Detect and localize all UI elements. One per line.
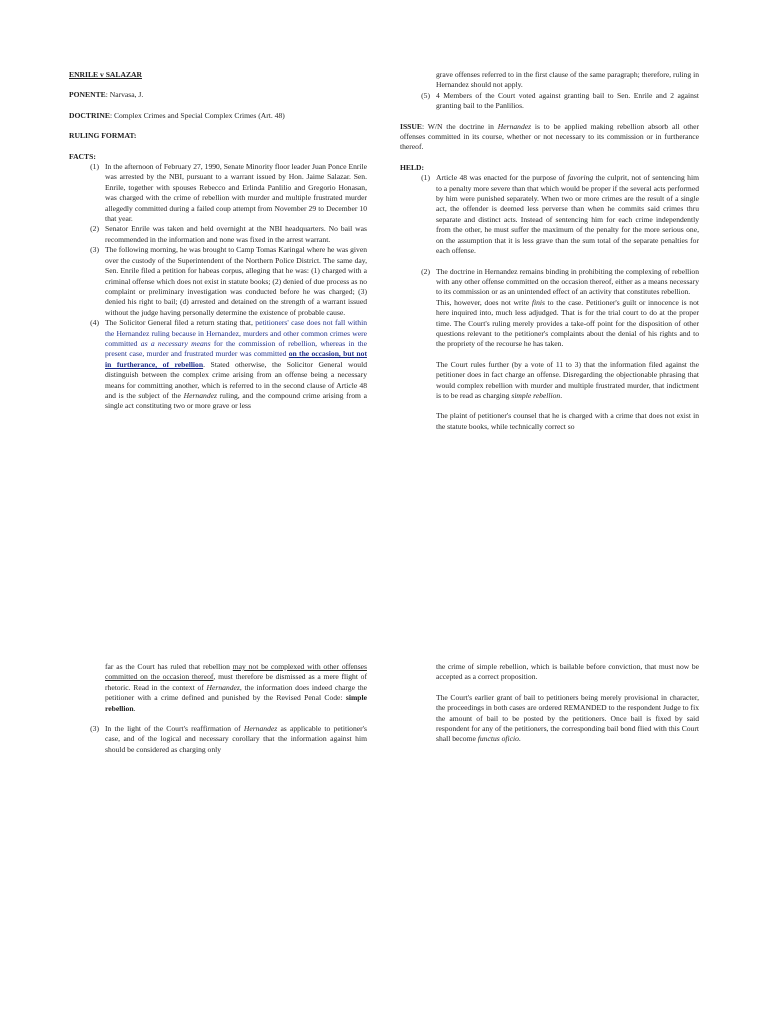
held-item-3 (69, 724, 367, 755)
fact-number: (4) (90, 318, 99, 328)
continuation-text (436, 662, 699, 745)
fact-text: 4 Members of the Court voted against granting bail to Sen. Enrile and 2 against granting bail to the Panlilios. (436, 90, 699, 111)
ruling-format-label: RULING FORMAT: (69, 131, 137, 141)
fact-number: (1) (90, 162, 99, 172)
held2-p3-part-c: . (560, 390, 563, 400)
fact-text: Senator Enrile was taken and held overnight at the NBI headquarters. No bail was recommended in the information and none was fixed in the arrest warrant. (105, 224, 367, 244)
held1-part-c: the culprit, not of sentencing him to a penalty more severe than that which would be proper if the several acts performed by him were punished separately. When two or more crimes are the result of a single act, the offender is deemed less perverse than when he commits said crimes thru separate and distinct acts. Instead of sentencing him for each crime independently from the other, he must suffer the maximum of the penalty for the more serious one, on the assumption that it is less grave than the sum total of the separate penalties for each offense. (436, 173, 699, 256)
fact-number: (3) (90, 245, 99, 255)
issue-paragraph (400, 122, 699, 153)
fact-item-3 (69, 245, 367, 318)
held1-part-b: favoring (567, 173, 594, 183)
doctrine-value: : Complex Crimes and Special Complex Crimes (Art. 48) (109, 110, 285, 120)
rb-p2-part-a: The Court's earlier grant of bail to petitioners being merely provisional in character, the proceedings in both cases are ordered REMANDED to the respondent Judge to fix the amount of bail to be posted by the petitioners. Once bail is fixed by said respondent for any of the petitioners, the corresponding bail bond flied with this Court shall become (436, 692, 699, 744)
continuation-text: grave offenses referred to in the first clause of the same paragraph; therefore, ruling in Hernandez should not apply. (436, 70, 699, 90)
issue-part-a: : W/N the doctrine in (421, 121, 498, 131)
held-number: (2) (421, 266, 430, 276)
fact4-part-h: ruling, and the compound crime arising from a single act constituting two or more grave or less (105, 390, 367, 411)
item3-continuation (400, 662, 699, 745)
lb-part-e: , the information does indeed charge the petitioner with a crime defined and punished by the Revised Penal Code: (105, 682, 367, 703)
right-column-top (400, 70, 699, 432)
issue-part-c: is to be applied making rebellion absorb all other offenses committed in its course, whether or not necessary to its commission or in furtherance thereof. (400, 121, 700, 152)
ponente-line (69, 90, 367, 100)
held-label: HELD: (400, 162, 425, 172)
held2-paragraph-4: The plaint of petitioner's counsel that he is charged with a crime that does not exist in the statute books, while technically correct so (436, 411, 699, 431)
rb-p2-part-c: . (518, 734, 521, 744)
lb-part-d: Hernandez (206, 682, 240, 692)
fact4-part-a: The Solicitor General filed a return stating that, (105, 318, 256, 328)
held2-p2-part-a: This, however, does not write (436, 297, 532, 307)
lb-part-b: may not be complexed with other offenses committed on the occasion thereof (105, 662, 367, 682)
rb-paragraph-1: the crime of simple rebellion, which is bailable before conviction, that must now be accepted as a correct proposition. (436, 662, 699, 682)
fact-item-5 (400, 91, 699, 112)
fact-text (105, 318, 367, 412)
fact-number: (2) (90, 224, 99, 234)
fact4-part-b: petitioners' case does not fall within the Hernandez ruling because in Hernandez, murders and other common crimes were committed (105, 318, 367, 348)
lb-part-a: far as the Court has ruled that rebellion (105, 662, 233, 671)
fact4-part-f: . Stated otherwise, the Solicitor General would distinguish between the complex crime arising from an offense being a necessary means for committing another, which is referred to in the second clause of Article 48 and is the subject of the (105, 359, 367, 400)
held-number: (3) (90, 724, 99, 734)
held2-p3-part-a: The Court rules further (by a vote of 11 to 3) that the information filed against the petitioner does in fact charge an offense. Disregarding the objectionable phrasing that would complex rebellion with murder and multiple frustrated murder, that indictment is to be read as charging (436, 359, 699, 400)
held2-p2-part-c: to the case. Petitioner's guilt or innocence is not here inquired into, much less adjudged. That is for the trial court to do at the proper time. The Court's ruling merely provides a take-off point for the disposition of other questions relevant to the petitioner's complaints about the denial of his rights and to the propriety of the recourse he has taken. (436, 297, 699, 349)
held2-paragraph-1: The doctrine in Hernandez remains binding in prohibiting the complexing of rebellion with any other offense committed on the occasion thereof, either as a means necessary to its commission or as an unintended effect of an activity that constitutes rebellion. (436, 266, 699, 297)
fact4-continuation (400, 70, 699, 91)
held-item-2 (400, 267, 699, 433)
held1-part-a: Article 48 was enacted for the purpose of (436, 173, 568, 183)
fact-item-2 (69, 224, 367, 245)
fact4-part-e: on the occasion, but not in furtherance, of rebellion (105, 349, 367, 369)
fact-item-4 (69, 318, 367, 412)
fact-item-1 (69, 162, 367, 224)
left-column-top (69, 70, 367, 412)
doctrine-line (69, 111, 367, 121)
lb-part-c: , must therefore be dismissed as a mere flight of rhetoric. Read in the context of (105, 672, 367, 692)
held2-p2-part-b: finis (531, 297, 545, 307)
lb-item3-part-c: as applicable to petitioner's case, and of the logical and necessary corollary that the information against him should be considered as charging only (105, 724, 367, 754)
rb-p2-part-b: functus oficio (477, 734, 519, 744)
doctrine-label: DOCTRINE (69, 110, 110, 120)
lb-item3-part-a: In the light of the Court's reaffirmation of (105, 724, 244, 734)
held-item-1 (400, 173, 699, 256)
held-number: (1) (421, 173, 430, 183)
case-title: ENRILE v SALAZAR (69, 70, 143, 79)
fact-text: The following morning, he was brought to Camp Tomas Karingal where he was given over the custody of the Superintendent of the Northern Police District. The same day, Sen. Enrile filed a petition for habeas corpus, alleging that he was: (1) charged with a criminal offense which does not exist in statute books; (2) denied of due process as no complaint or preliminary investigation was conducted before he was charged; (3) denied his right to bail; (d) arrested and detained on the strength of a warrant issued without the judge having personally determine the existence of probable cause. (105, 245, 367, 317)
fact4-part-g: Hernandez (183, 390, 217, 400)
right-column-bottom (400, 662, 699, 745)
issue-label: ISSUE (400, 121, 422, 131)
held2-p3-part-b: simple rebellion (511, 390, 561, 400)
lb-part-g: . (133, 703, 136, 713)
held-text (105, 724, 367, 755)
left-column-bottom (69, 662, 367, 755)
lb-item3-part-b: Hernandez (243, 724, 278, 734)
fact-number: (5) (421, 90, 430, 100)
fact4-part-c: as a necessary means (140, 338, 211, 348)
held-text (436, 267, 699, 433)
fact-text: In the afternoon of February 27, 1990, Senate Minority floor leader Juan Ponce Enrile was arrested by the NBI, pursuant to a warrant issued by Hon. Jaime Salazar. Sen. Enrile, together with spouses Rebecco and Erlinda Panlilio and Gregorio Honasan, was charged with the crime of rebellion with murder and multiple frustrated murder allegedly committed during a failed coup attempt from November 29 to December 10 that year. (105, 162, 367, 224)
ponente-value: : Narvasa, J. (105, 90, 144, 100)
held2-continuation (69, 662, 367, 714)
continuation-text (105, 662, 367, 714)
facts-label: FACTS: (69, 151, 96, 161)
held-text (436, 173, 699, 256)
issue-part-b: Hernandez (497, 121, 532, 131)
lb-part-f: simple rebellion (105, 693, 367, 713)
ponente-label: PONENTE (69, 90, 106, 100)
fact4-part-d: for the commission of rebellion, whereas in the present case, murder and frustrated murder was committed (105, 338, 367, 359)
